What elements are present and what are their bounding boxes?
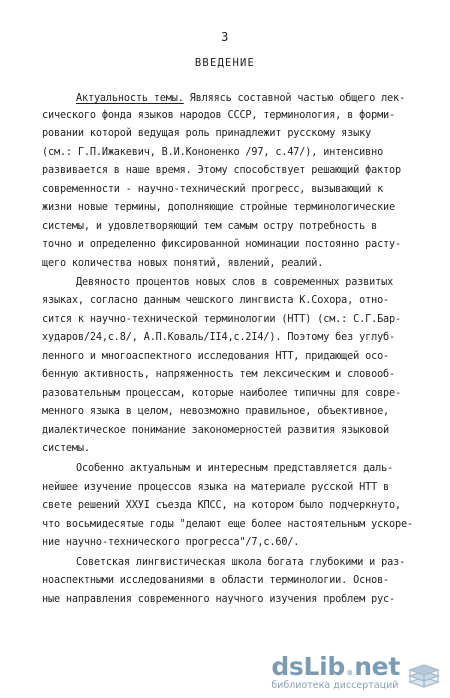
body-line: ленного и многоаспектного исследования НТТ, придающей осо- <box>42 351 390 362</box>
body-line: системы. <box>42 443 90 454</box>
watermark-brand-main: dsLib <box>271 652 345 681</box>
body-line: (см.: Г.П.Ижакевич, В.И.Кононенко /97, с.47/), интенсивно <box>42 147 384 158</box>
watermark-brand <box>271 652 400 681</box>
body-line: Актуальность темы. Являясь составной частью общего лек- <box>76 93 406 104</box>
body-line: системы, и удовлетворяющий тем самым остру потребность в <box>42 221 378 232</box>
body-line: сится к научно-технической терминологии (НТТ) (см.: С.Г.Бар- <box>42 314 402 325</box>
section-heading: ВВЕДЕНИЕ <box>194 57 256 69</box>
body-line: языках, согласно данным чешского лингвиста К.Сохора, отно- <box>42 295 390 306</box>
body-line: бенную активность, напряженность тем лексическим и словооб- <box>42 369 396 380</box>
body-line: Советская лингвистическая школа богата глубокими и раз- <box>76 557 406 568</box>
body-line: что восьмидесятые годы "делают еще более настоятельным ускоре- <box>42 519 413 530</box>
body-line: ние научно-технического прогресса"/7,с.60/. <box>42 537 300 548</box>
watermark-text <box>271 652 400 692</box>
body-line: ные направления современного научного изучения проблем рус- <box>42 594 396 605</box>
body-line: нейшее изучение процессов языка на материале русской НТТ в <box>42 482 390 493</box>
watermark-brand-tld: net <box>354 652 400 681</box>
body-line: Девяносто процентов новых слов в современных развитых <box>76 277 394 288</box>
body-line: развивается в наше время. Этому способствует решающий фактор <box>42 165 402 176</box>
body-line: менного языка в целом, невозможно правильное, объективное, <box>42 406 390 417</box>
page-number: 3 <box>221 30 229 44</box>
stacked-books-icon <box>406 658 442 690</box>
body-line: современности - научно-технический прогресс, вызывающий к <box>42 184 384 195</box>
body-line: разовательным процессам, которые наиболее типичны для совре- <box>42 388 402 399</box>
body-line: Особенно актуальным и интересным представляется даль- <box>76 463 394 474</box>
site-watermark <box>271 652 442 692</box>
underlined-phrase: Актуальность темы. <box>76 93 184 104</box>
body-line: диалектическое понимание закономерностей развития языковой <box>42 425 390 436</box>
body-line: точно и определенно фиксированной номинации постоянно расту- <box>42 239 402 250</box>
watermark-subtitle: библиотека диссертаций <box>271 680 399 691</box>
body-line: хударов/24,с.8/, А.П.Коваль/II4,с.2I4/). Поэтому без углуб- <box>42 332 396 343</box>
body-line: свете решений ХХУI съезда КПСС, на котором было подчеркнуто, <box>42 500 402 511</box>
body-line: жизни новые термины, дополняющие стройные терминологические <box>42 202 396 213</box>
body-line: ноаспектными исследованиями в области терминологии. Основ- <box>42 575 390 586</box>
body-line: щего количества новых понятий, явлений, реалий. <box>42 258 324 269</box>
body-line: ровании которой ведущая роль принадлежит русскому языку <box>42 128 372 139</box>
watermark-brand-dot: . <box>344 652 355 681</box>
body-line: сического фонда языков народов СССР, терминология, в форми- <box>42 110 396 121</box>
